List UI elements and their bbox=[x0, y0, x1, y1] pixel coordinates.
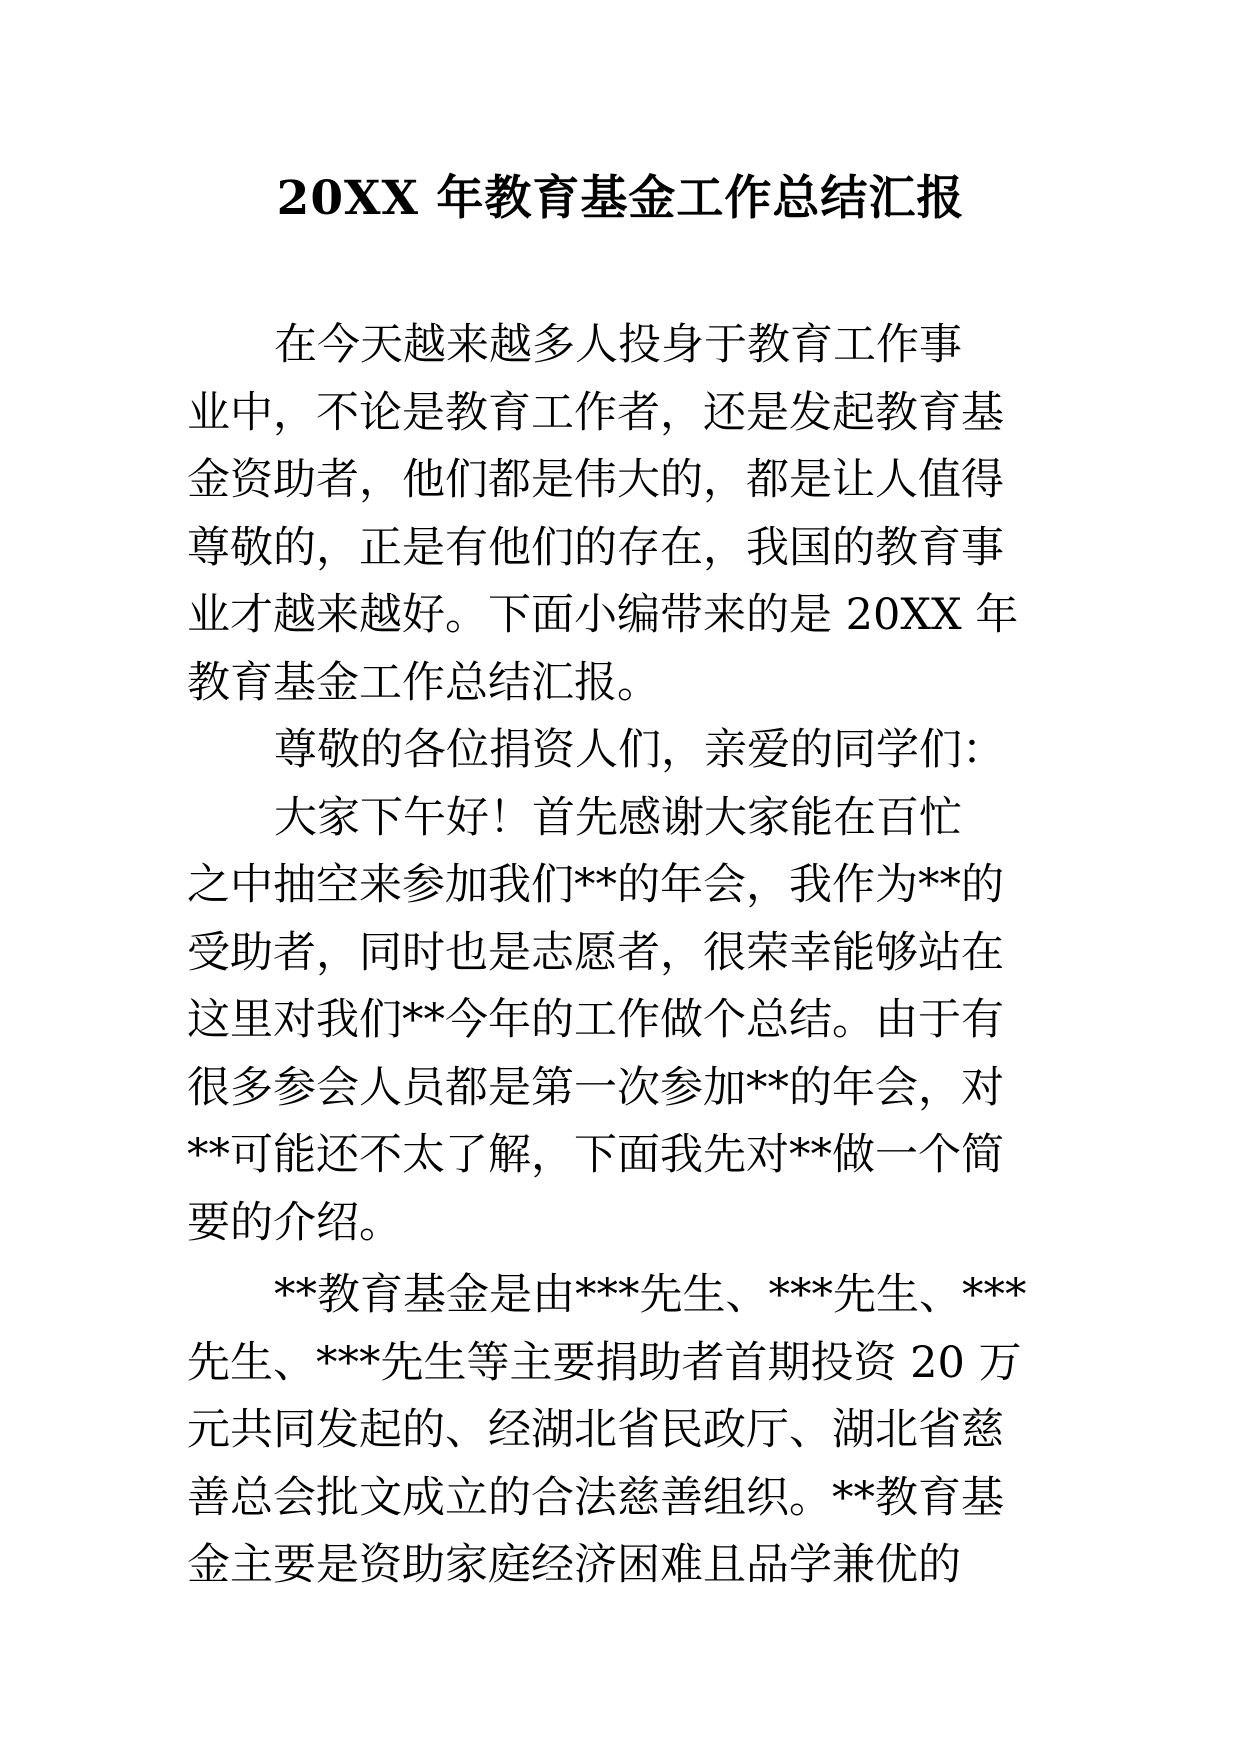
text-line: 受助者，同时也是志愿者，很荣幸能够站在 bbox=[187, 927, 1004, 978]
text-line: 在今天越来越多人投身于教育工作事 bbox=[274, 320, 962, 370]
text-line: 金主要是资助家庭经济困难且品学兼优的 bbox=[187, 1540, 961, 1590]
document-title: 20XX 年教育基金工作总结汇报 bbox=[276, 171, 965, 226]
text-line: 尊敬的各位捐资人们，亲爱的同学们： bbox=[274, 725, 1005, 775]
paragraph-greeting bbox=[187, 785, 1057, 1258]
text-line: 之中抽空来参加我们**的年会，我作为**的 bbox=[187, 860, 1004, 910]
text-line: 先生、***先生等主要捐助者首期投资 20 万 bbox=[187, 1337, 1022, 1388]
text-line: 业中，不论是教育工作者，还是发起教育基 bbox=[187, 387, 1004, 438]
text-line: 很多参会人员都是第一次参加**的年会，对 bbox=[187, 1062, 1004, 1113]
paragraph-intro bbox=[187, 312, 1057, 717]
text-line: 金资助者，他们都是伟大的，都是让人值得 bbox=[187, 455, 1004, 505]
text-line: 善总会批文成立的合法慈善组织。**教育基 bbox=[187, 1472, 1004, 1523]
text-line: 这里对我们**今年的工作做个总结。由于有 bbox=[187, 995, 1004, 1045]
text-line: 尊敬的，正是有他们的存在，我国的教育事 bbox=[187, 522, 1004, 573]
text-line: 要的介绍。 bbox=[187, 1197, 402, 1248]
paragraph-foundation bbox=[187, 1262, 1057, 1600]
text-line: 元共同发起的、经湖北省民政厅、湖北省慈 bbox=[187, 1405, 1004, 1455]
text-line: **教育基金是由***先生、***先生、*** bbox=[274, 1270, 1027, 1320]
text-line: 教育基金工作总结汇报。 bbox=[187, 657, 660, 708]
document-body bbox=[187, 312, 1057, 1600]
text-line: **可能还不太了解，下面我先对**做一个简 bbox=[187, 1130, 1004, 1180]
text-line: 大家下午好！首先感谢大家能在百忙 bbox=[274, 792, 962, 843]
text-line: 业才越来越好。下面小编带来的是 20XX 年 bbox=[187, 590, 1019, 640]
paragraph-salutation bbox=[187, 717, 1057, 785]
